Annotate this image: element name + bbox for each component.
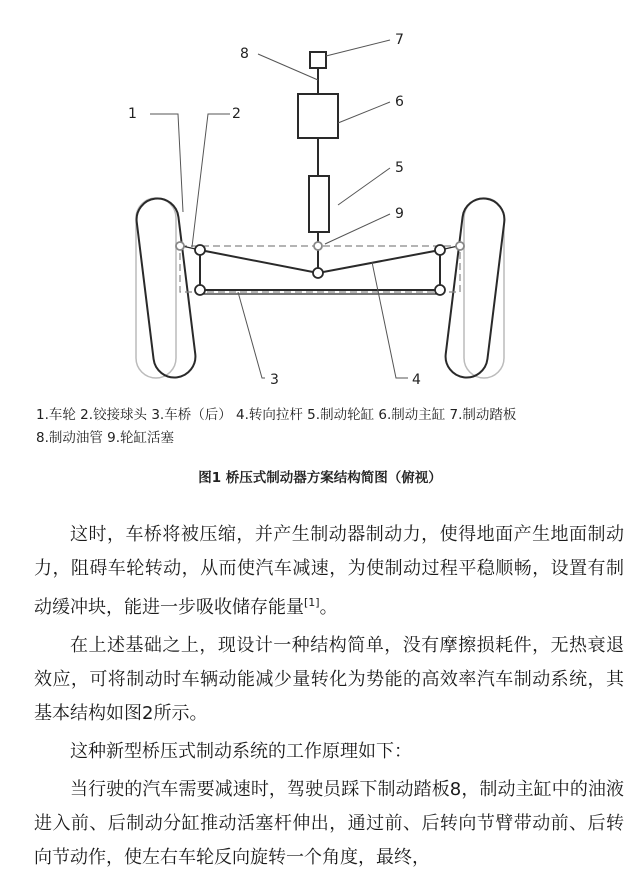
callout-3: 3 [270, 372, 279, 388]
callout-8: 8 [240, 46, 249, 62]
left-wheel [134, 196, 198, 380]
ball-joint-bottom-right [435, 285, 445, 295]
paragraph-2: 在上述基础之上，现设计一种结构简单，没有摩擦损耗件，无热衰退效应，可将制动时车辆动能减少量转化为势能的高效率汽车制动系统，其基本结构如图2所示。 [34, 635, 624, 724]
right-wheel-shadow [464, 198, 504, 378]
leader-4 [372, 262, 408, 378]
body-text [34, 518, 624, 879]
pivot-left [176, 242, 184, 250]
callout-5: 5 [395, 160, 404, 176]
leader-2 [192, 114, 230, 247]
callout-7: 7 [395, 32, 404, 48]
paragraph-1-text: 这时，车桥将被压缩，并产生制动器制动力，使得地面产生地面制动力，阻碍车轮转动，从而使汽车减速，为使制动过程平稳顺畅，设置有制动缓冲块，能进一步吸收储存能量 [34, 524, 624, 618]
leader-9 [325, 214, 390, 244]
left-wheel-shadow [136, 198, 176, 378]
callout-4: 4 [412, 372, 421, 388]
callout-6: 6 [395, 94, 404, 110]
leader-7 [326, 40, 390, 56]
ball-joint-top-left [195, 245, 205, 255]
callout-9: 9 [395, 206, 404, 222]
leader-6 [338, 102, 390, 123]
callout-2: 2 [232, 106, 241, 122]
leader-5 [338, 168, 390, 205]
paragraph-3: 这种新型桥压式制动系统的工作原理如下： [70, 741, 412, 762]
pivot-top [314, 242, 322, 250]
pivot-right [456, 242, 464, 250]
figure-caption: 图1 桥压式制动器方案结构简图（俯视） [198, 470, 442, 486]
paragraph-1 [34, 518, 624, 625]
legend-line-2: 8.制动油管 9.轮缸活塞 [36, 430, 175, 446]
ball-joint-top-right [435, 245, 445, 255]
citation-ref: [1] [304, 596, 320, 609]
master-cylinder [298, 94, 338, 138]
ball-joint-bottom-left [195, 285, 205, 295]
leader-3 [238, 292, 265, 378]
wheel-cylinder [309, 176, 329, 232]
callout-1: 1 [128, 106, 137, 122]
right-wheel [443, 196, 507, 380]
paragraph-4: 当行驶的汽车需要减速时，驾驶员踩下制动踏板8，制动主缸中的油液进入前、后制动分缸推动活塞杆伸出，通过前、后转向节臂带动前、后转向节动作，使左右车轮反向旋转一个角度，最终， [34, 779, 624, 868]
paragraph-1-end: 。 [319, 597, 338, 618]
figure-legend [36, 404, 626, 450]
brake-pedal [310, 52, 326, 68]
ball-joint-center [313, 268, 323, 278]
brake-structure-diagram [0, 0, 640, 400]
legend-line-1: 1.车轮 2.铰接球头 3.车桥（后） 4.转向拉杆 5.制动轮缸 6.制动主缸 7.制动踏板 [36, 407, 517, 423]
